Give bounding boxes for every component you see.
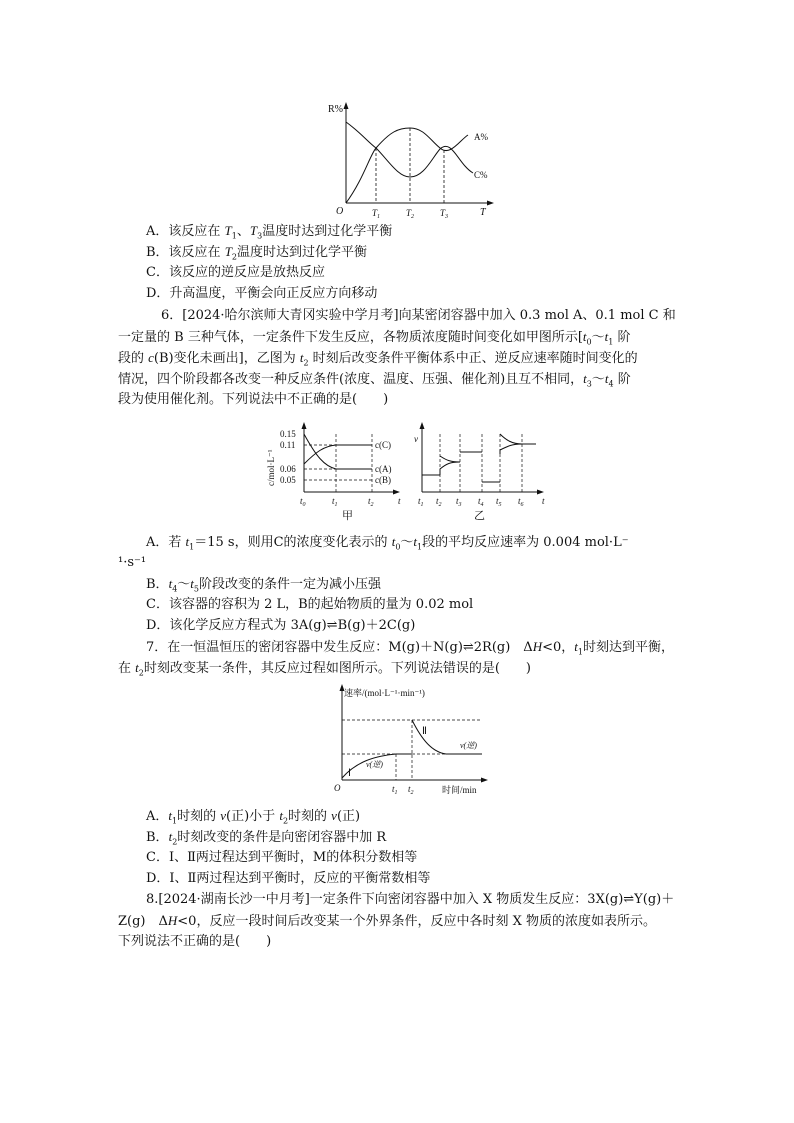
q6-line-3: 段的 c(B)变化未画出]，乙图为 $t_2$ 时刻后改变条件平衡体系中正、逆反应速率随时间变化的 bbox=[118, 350, 638, 368]
q8-line-2: Z(g) ΔH<0，反应一段时间后改变某一个外界条件，反应中各时刻 X 物质的浓度如表所示。 bbox=[118, 913, 656, 929]
figure-yi-rate bbox=[412, 420, 557, 522]
q6-option-a: A．若 $t_1=15$ s，则用C的浓度变化表示的 $t_0\sim t_1$段的平均反应速率为 0.004 mol·L⁻ bbox=[146, 534, 629, 552]
jia-x-axis-label: t bbox=[398, 496, 401, 506]
rate-label-v-rev-2: v(逆) bbox=[460, 741, 477, 750]
jia-caption: 甲 bbox=[342, 510, 353, 522]
jia-tick-t1: $t_1$ bbox=[332, 496, 338, 508]
yi-caption: 乙 bbox=[474, 510, 485, 522]
rate-label-ii: Ⅱ bbox=[422, 726, 427, 737]
q5-option-c: C．该反应的逆反应是放热反应 bbox=[146, 265, 325, 280]
q6-line-1: 6．[2024·哈尔滨师大青冈实验中学月考]向某密闭容器中加入 0.3 mol A、0.1 mol C 和 bbox=[161, 308, 676, 323]
rate-origin: O bbox=[334, 783, 341, 793]
rate-label-i: Ⅰ bbox=[348, 768, 351, 779]
q7-option-b: B．$t_2$时刻改变的条件是向密闭容器中加 R bbox=[146, 829, 387, 847]
yi-tick-t1: $t_1$ bbox=[418, 496, 424, 508]
rate-tick-t1: $t_1$ bbox=[392, 784, 398, 796]
y-axis-arrow bbox=[344, 102, 349, 109]
q8-line-1: 8.[2024·湖南长沙一中月考]一定条件下向密闭容器中加入 X 物质发生反应：3X(g)⇌Y(g)＋ bbox=[146, 892, 675, 907]
origin-label: O bbox=[336, 206, 344, 217]
figure-r-vs-t bbox=[318, 100, 508, 222]
curve-c-label: C% bbox=[474, 170, 488, 180]
jia-tick-015: 0.15 bbox=[280, 429, 296, 439]
tick-t2: $T_2$ bbox=[406, 208, 415, 220]
jia-tick-005: 0.05 bbox=[280, 475, 296, 485]
tick-t3: $T_3$ bbox=[440, 208, 449, 220]
yi-x-axis-arrow bbox=[537, 490, 544, 495]
q6-line-4: 情况，四个阶段都各改变一种反应条件(浓度、温度、压强、催化剂)且互不相同，$t_3\sim t_4$ 阶 bbox=[118, 371, 631, 389]
yi-segment-5-down bbox=[500, 434, 522, 444]
q5-option-b: B．该反应在 $T_2$温度时达到过化学平衡 bbox=[146, 244, 368, 262]
yi-tick-t5: $t_5$ bbox=[496, 496, 502, 508]
jia-curve-c bbox=[304, 445, 372, 464]
jia-y-axis-label: c/mol·L⁻¹ bbox=[266, 449, 276, 486]
curve-a-percent bbox=[346, 128, 468, 203]
x-axis-arrow bbox=[487, 201, 494, 206]
rate-label-v-rev-1: v(逆) bbox=[366, 760, 383, 769]
q7-option-a: A．$t_1$时刻的 v(正)小于 $t_2$时刻的 v(正) bbox=[146, 808, 361, 826]
q6-option-a-cont: ¹·s⁻¹ bbox=[118, 555, 147, 570]
rate-x-axis-arrow bbox=[481, 778, 488, 783]
tick-t1: $T_1$ bbox=[372, 208, 381, 220]
jia-tick-011: 0.11 bbox=[280, 440, 296, 450]
q6-line-2: 一定量的 B 三种气体，一定条件下发生反应，各物质浓度随时间变化如甲图所示[$t_0\sim t_1$ 阶 bbox=[118, 329, 631, 347]
q7-option-d: D．Ⅰ、Ⅱ两过程达到平衡时，反应的平衡常数相等 bbox=[146, 871, 431, 886]
q8-line-3: 下列说法不正确的是( ) bbox=[118, 934, 272, 949]
yi-segment-2-down bbox=[440, 456, 460, 462]
q7-line-1: 7．在一恒温恒压的密闭容器中发生反应：M(g)＋N(g)⇌2R(g) ΔH<0，$t_1$时刻达到平衡， bbox=[146, 639, 674, 657]
q6-option-b: B．$t_4\sim t_5$阶段改变的条件一定为减小压强 bbox=[146, 576, 382, 594]
q6-line-5: 段为使用催化剂。下列说法中不正确的是( ) bbox=[118, 392, 389, 407]
jia-tick-t0: $t_0$ bbox=[300, 496, 306, 508]
q6-option-d: D．该化学反应方程式为 3A(g)⇌B(g)＋2C(g) bbox=[146, 618, 416, 633]
y-axis-label: R% bbox=[328, 104, 343, 115]
jia-y-axis-arrow bbox=[302, 422, 307, 429]
jia-tick-006: 0.06 bbox=[280, 464, 296, 474]
q7-line-2: 在 $t_2$时刻改变某一条件，其反应过程如图所示。下列说法错误的是( ) bbox=[118, 660, 532, 678]
q7-option-c: C．Ⅰ、Ⅱ两过程达到平衡时，M的体积分数相等 bbox=[146, 850, 418, 865]
curve-a-label: A% bbox=[474, 132, 488, 142]
yi-segment-2-up bbox=[440, 462, 460, 475]
yi-y-axis-label: v bbox=[414, 434, 418, 444]
q6-option-c: C．该容器的容积为 2 L，B的起始物质的量为 0.02 mol bbox=[146, 597, 474, 612]
jia-label-cb: c(B) bbox=[375, 475, 391, 485]
q5-option-d: D．升高温度，平衡会向正反应方向移动 bbox=[146, 286, 378, 301]
jia-curve-a bbox=[304, 434, 372, 469]
rate-y-axis-label: 速率/(mol·L⁻¹·min⁻¹) bbox=[344, 688, 425, 698]
figure-jia-concentration bbox=[262, 420, 407, 522]
figure-rate-vs-time bbox=[330, 682, 496, 796]
yi-segment-5-up bbox=[500, 444, 536, 454]
rate-tick-t2: $t_2$ bbox=[408, 784, 414, 796]
jia-label-cc: c(C) bbox=[375, 440, 391, 450]
yi-tick-t3: $t_3$ bbox=[456, 496, 462, 508]
yi-x-axis-label: t bbox=[542, 496, 545, 506]
jia-tick-t2: $t_2$ bbox=[368, 496, 374, 508]
jia-x-axis-arrow bbox=[393, 490, 400, 495]
yi-tick-t6: $t_6$ bbox=[518, 496, 524, 508]
x-axis-label: T bbox=[480, 207, 486, 218]
yi-tick-t2: $t_2$ bbox=[436, 496, 442, 508]
jia-label-ca: c(A) bbox=[375, 464, 392, 474]
yi-tick-t4: $t_4$ bbox=[478, 496, 484, 508]
rate-x-axis-label: 时间/min bbox=[442, 785, 477, 795]
q5-option-a: A．该反应在 $T_1$、$T_3$温度时达到过化学平衡 bbox=[146, 223, 393, 241]
yi-y-axis-arrow bbox=[420, 422, 425, 429]
